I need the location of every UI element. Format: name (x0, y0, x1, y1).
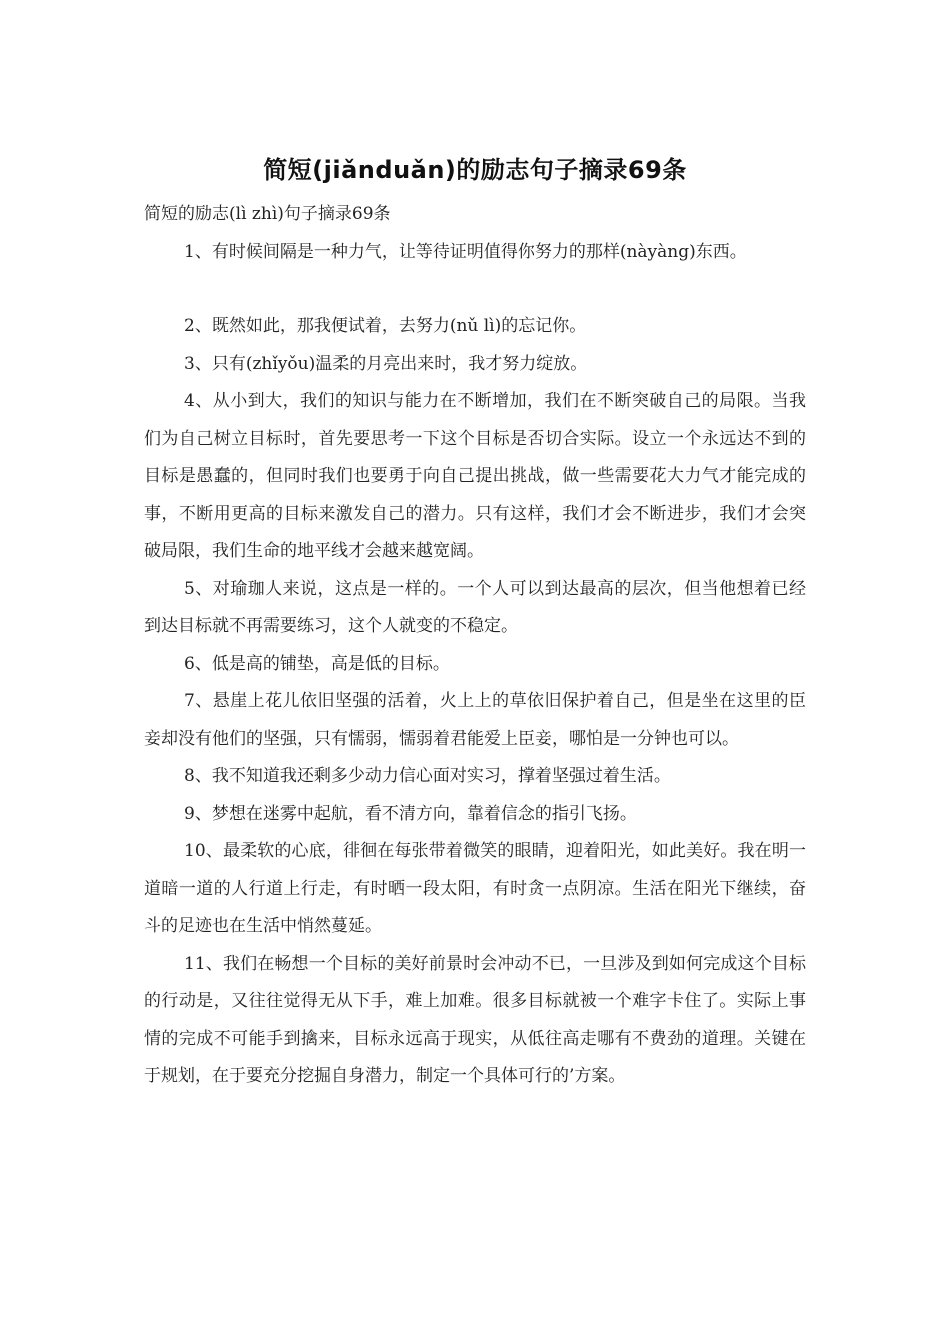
paragraph-7: 7、悬崖上花儿依旧坚强的活着，火上上的草依旧保护着自己，但是坐在这里的臣妾却没有他们的坚强，只有懦弱，懦弱着君能爱上臣妾，哪怕是一分钟也可以。 (144, 691, 806, 749)
paragraph-6: 6、低是高的铺垫，高是低的目标。 (184, 653, 450, 674)
paragraph-9: 9、梦想在迷雾中起航，看不清方向，靠着信念的指引飞扬。 (184, 803, 637, 824)
paragraph-11: 11、我们在畅想一个目标的美好前景时会冲动不已，一旦涉及到如何完成这个目标的行动是，又往往觉得无从下手，难上加难。很多目标就被一个难字卡住了。实际上事情的完成不可能手到擒来，目标永远高于现实，从低往高走哪有不费劲的道理。关键在于规划，在于要充分挖掘自身潜力，制定一个具体可行的’方案。 (144, 953, 806, 1086)
document-title: 简短(jiǎnduǎn)的励志句子摘录69条 (263, 156, 687, 184)
document-body (144, 196, 806, 1096)
paragraph-3: 3、只有(zhǐyǒu)温柔的月亮出来时，我才努力绽放。 (184, 353, 588, 374)
paragraph-10: 10、最柔软的心底，徘徊在每张带着微笑的眼睛，迎着阳光，如此美好。我在明一道暗一道的人行道上行走，有时晒一段太阳，有时贪一点阴凉。生活在阳光下继续，奋斗的足迹也在生活中悄然蔓延。 (144, 841, 806, 936)
paragraph-5: 5、对瑜珈人来说，这点是一样的。一个人可以到达最高的层次，但当他想着已经到达目标就不再需要练习，这个人就变的不稳定。 (144, 578, 806, 636)
document-subtitle: 简短的励志(lì zhì)句子摘录69条 (144, 204, 391, 224)
paragraph-1: 1、有时候间隔是一种力气，让等待证明值得你努力的那样(nàyàng)东西。 (184, 241, 747, 262)
paragraph-8: 8、我不知道我还剩多少动力信心面对实习，撑着坚强过着生活。 (184, 766, 671, 786)
paragraph-2: 2、既然如此，那我便试着，去努力(nǔ lì)的忘记你。 (184, 316, 587, 336)
paragraph-4: 4、从小到大，我们的知识与能力在不断增加，我们在不断突破自己的局限。当我们为自己树立目标时，首先要思考一下这个目标是否切合实际。设立一个永远达不到的目标是愚蠢的，但同时我们也要勇于向自己提出挑战，做一些需要花大力气才能完成的事，不断用更高的目标来激发自己的潜力。只有这样，我们才会不断进步，我们才会突破局限，我们生命的地平线才会越来越宽阔。 (144, 391, 806, 561)
